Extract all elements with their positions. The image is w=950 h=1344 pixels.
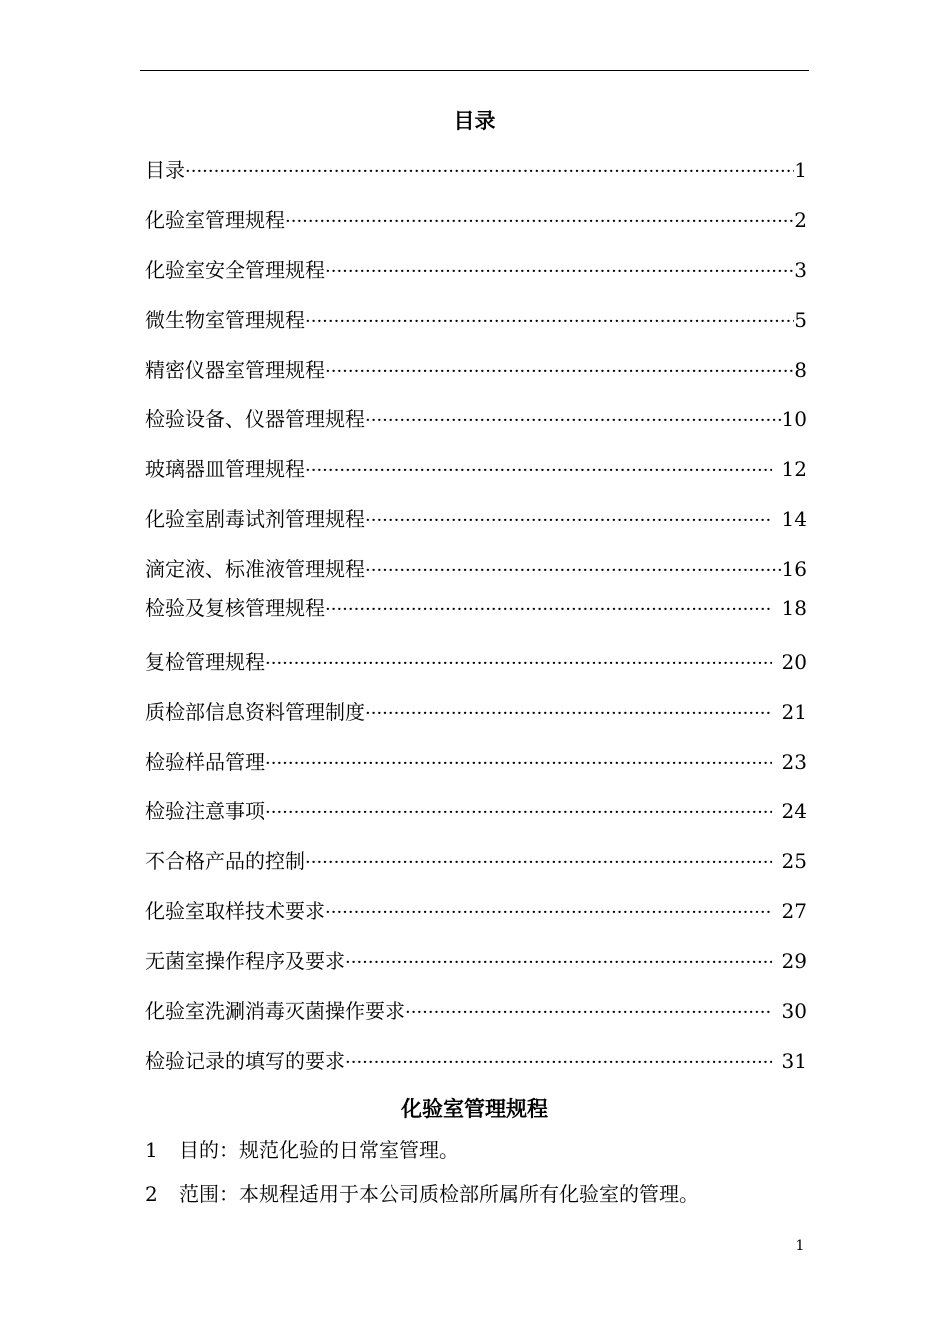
toc-entry-page: 5 [794,308,807,332]
toc-entry[interactable] [145,593,807,623]
toc-entry-title: 无菌室操作程序及要求 [145,949,345,973]
toc-entry-page: 27 [781,899,807,923]
toc-entry-page: 18 [781,596,807,620]
toc-entry-title: 化验室取样技术要求 [145,899,325,923]
toc-entry-page: 2 [794,208,807,232]
toc-leader-dots [265,649,772,679]
toc-entry[interactable] [145,996,807,1026]
toc-entry-page: 23 [781,750,807,774]
toc-entry[interactable] [145,155,807,185]
toc-entry-title: 化验室洗涮消毒灭菌操作要求 [145,999,405,1023]
toc-entry-page: 16 [781,557,807,581]
paragraph-number: 2 [145,1182,158,1206]
toc-entry-title: 检验设备、仪器管理规程 [145,407,365,431]
toc-entry-title: 目录 [145,158,185,182]
toc-heading: 目录 [453,108,496,133]
toc-leader-dots [285,207,794,237]
toc-leader-dots [345,1048,772,1078]
toc-leader-dots [365,699,772,729]
toc-entry-page: 29 [781,949,807,973]
section-heading: 化验室管理规程 [401,1096,548,1121]
toc-entry-page: 10 [781,407,807,431]
toc-entry-page: 24 [781,799,807,823]
toc-leader-dots [325,257,794,287]
toc-entry-title: 质检部信息资料管理制度 [145,700,365,724]
toc-leader-dots [325,595,772,625]
toc-entry-title: 化验室安全管理规程 [145,258,325,282]
toc-leader-dots [365,506,772,536]
toc-entry-title: 检验注意事项 [145,799,265,823]
toc-entry-page: 1 [794,158,807,182]
toc-leader-dots [305,307,794,337]
paragraph [145,1135,459,1165]
toc-entry-title: 检验及复核管理规程 [145,596,325,620]
toc-entry-title: 不合格产品的控制 [145,849,305,873]
toc-entry[interactable] [145,305,807,335]
toc-entry-title: 玻璃器皿管理规程 [145,457,305,481]
toc-entry-page: 14 [781,507,807,531]
toc-entry[interactable] [145,504,807,534]
header-rule [140,70,809,71]
toc-leader-dots [305,456,772,486]
toc-entry-title: 滴定液、标准液管理规程 [145,557,365,581]
page-number: 1 [795,1238,805,1254]
toc-leader-dots [325,898,772,928]
toc-entry-title: 复检管理规程 [145,650,265,674]
toc-entry-title: 检验样品管理 [145,750,265,774]
toc-entry-title: 微生物室管理规程 [145,308,305,332]
toc-entry[interactable] [145,355,807,385]
toc-entry-title: 精密仪器室管理规程 [145,358,325,382]
toc-leader-dots [305,848,772,878]
toc-entry-title: 化验室剧毒试剂管理规程 [145,507,365,531]
toc-entry[interactable] [145,747,807,777]
toc-entry-page: 25 [781,849,807,873]
toc-entry-page: 3 [794,258,807,282]
toc-entry-page: 12 [781,457,807,481]
toc-entry-title: 化验室管理规程 [145,208,285,232]
toc-leader-dots [365,406,782,436]
toc-leader-dots [345,948,772,978]
paragraph-text: 目的：规范化验的日常室管理。 [179,1138,459,1162]
toc-entry-page: 30 [781,999,807,1023]
toc-entry[interactable] [145,1046,807,1076]
paragraph [145,1179,699,1209]
toc-leader-dots [405,998,772,1028]
toc-entry[interactable] [145,946,807,976]
toc-entry[interactable] [145,896,807,926]
toc-leader-dots [325,357,794,387]
toc-entry-page: 20 [781,650,807,674]
toc-entry[interactable] [145,404,807,434]
toc-leader-dots [365,556,782,586]
toc-entry[interactable] [145,554,807,584]
toc-entry[interactable] [145,255,807,285]
toc-entry[interactable] [145,205,807,235]
toc-entry-page: 8 [794,358,807,382]
toc-entry[interactable] [145,846,807,876]
toc-entry[interactable] [145,796,807,826]
paragraph-number: 1 [145,1138,158,1162]
toc-entry-page: 31 [781,1049,807,1073]
paragraph-text: 范围：本规程适用于本公司质检部所属所有化验室的管理。 [179,1182,699,1206]
toc-entry-title: 检验记录的填写的要求 [145,1049,345,1073]
toc-leader-dots [185,157,794,187]
toc-entry[interactable] [145,454,807,484]
toc-leader-dots [265,798,772,828]
toc-leader-dots [265,749,772,779]
toc-entry-page: 21 [781,700,807,724]
toc-entry[interactable] [145,647,807,677]
toc-entry[interactable] [145,697,807,727]
